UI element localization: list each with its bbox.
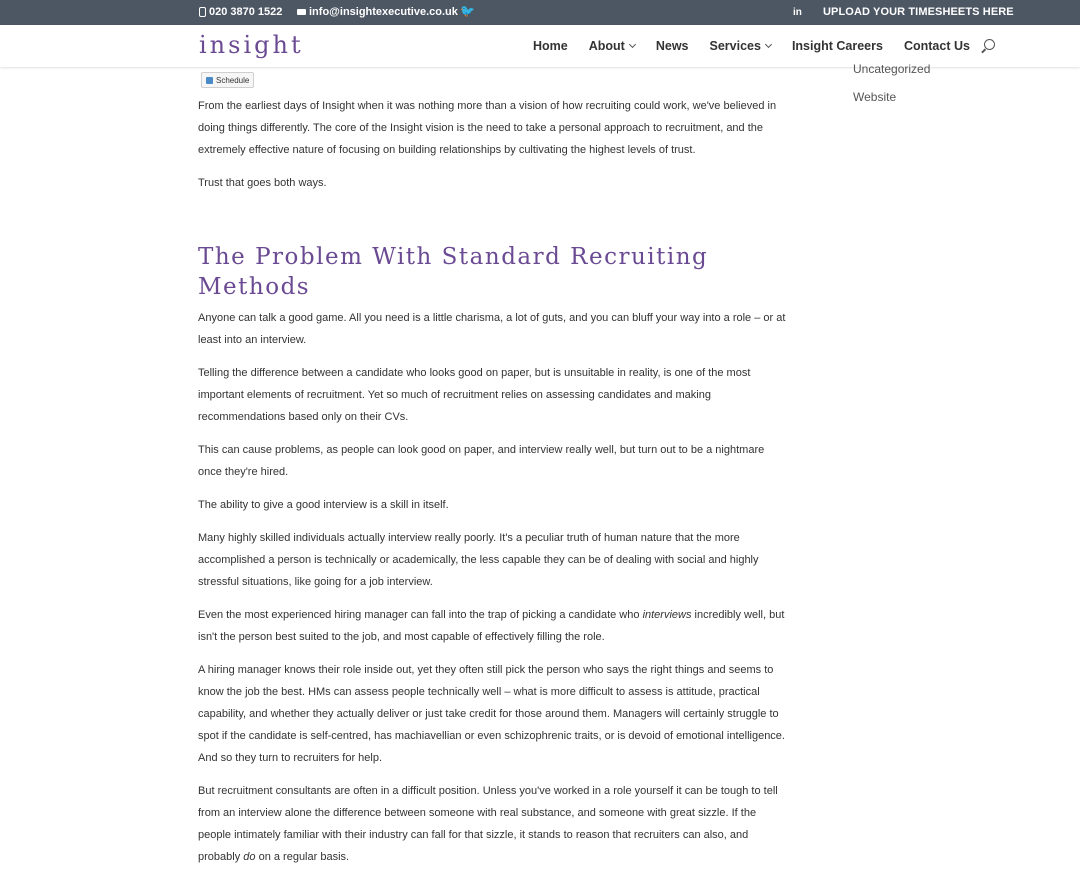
site-logo[interactable]: insight [199, 31, 304, 59]
paragraph: Telling the difference between a candidate who looks good on paper, but is unsuitable in reality, is one of the most important elements of recruitment. Yet so much of recruitment relies on assessing candidates and making recommendations based only on their CVs. [198, 367, 751, 423]
main-nav [533, 39, 991, 53]
nav-item-careers[interactable] [792, 39, 883, 53]
nav-item-services[interactable] [710, 39, 771, 53]
text-run: But recruitment consultants are often in a difficult position. Unless you've worked in a role yourself it can be tough to tell from an interview alone the difference between someone with real substance, and someone with great sizzle. If the people intimately familiar with their industry can fall for that sizzle, it stands to reason that recruiters can also, and probably [198, 785, 778, 863]
paragraph: This can cause problems, as people can look good on paper, and interview really well, but turn out to be a nightmare once they're hired. [198, 444, 765, 478]
schedule-label: Schedule [216, 75, 250, 85]
nav-label: About [588, 39, 625, 53]
top-bar [0, 0, 1080, 25]
paragraph: From the earliest days of Insight when it was nothing more than a vision of how recruiting could work, we've believed in doing things differently. The core of the Insight vision is the need to take a personal approach to recruitment, and the extremely effective nature of focusing on building relationships by cultivating the highest levels of trust. [198, 100, 777, 156]
nav-item-about[interactable] [589, 39, 635, 53]
emphasis: interviews [642, 609, 692, 621]
chevron-down-icon [629, 41, 636, 48]
calendar-icon [206, 77, 213, 84]
nav-label: Contact Us [903, 39, 970, 53]
text-run: incredibly well, but isn't the person best suited to the job, and most capable of effectively filling the role. [198, 609, 785, 643]
phone-number[interactable]: 020 3870 1522 [209, 6, 283, 18]
text-run: on a regular basis. [258, 851, 350, 863]
twitter-icon[interactable]: 🐦 [460, 4, 475, 18]
chevron-down-icon [765, 41, 772, 48]
sidebar-item-uncategorized[interactable]: Uncategorized [853, 62, 931, 76]
nav-item-news[interactable] [656, 39, 689, 53]
phone-contact[interactable] [199, 6, 282, 18]
phone-icon [199, 7, 206, 17]
section-heading: The Problem With Standard Recruiting Methods [198, 244, 709, 300]
paragraph: Many highly skilled individuals actually interview really poorly. It's a peculiar truth of human nature that the more accomplished a person is technically or academically, the less capable they can be of dealing with social and highly stressful situations, like going for a job interview. [198, 532, 759, 588]
linkedin-icon[interactable]: in [793, 7, 802, 18]
nav-item-contact[interactable] [904, 39, 970, 53]
upload-timesheets-link[interactable]: UPLOAD YOUR TIMESHEETS HERE [823, 6, 1014, 18]
paragraph: A hiring manager knows their role inside out, yet they often still pick the person who says the right things and seems to know the job the best. HMs can assess people technically well – what is more difficult to assess is attitude, practical capability, and whether they actually deliver or just take credit for those around them. Managers will certainly struggle to spot if the candidate is self-centred, has machiavellian or even schizophrenic traits, or is devoid of emotional intelligence. And so they turn to recruiters for help. [198, 664, 785, 764]
paragraph: Trust that goes both ways. [198, 177, 327, 189]
nav-item-home[interactable] [533, 39, 568, 53]
site-header [0, 25, 1080, 67]
emphasis: do [243, 851, 256, 863]
nav-label: Insight Careers [791, 39, 883, 53]
paragraph: Anyone can talk a good game. All you need is a little charisma, a lot of guts, and you can bluff your way into a role – or at least into an interview. [198, 312, 786, 346]
email-contact[interactable] [297, 6, 458, 18]
paragraph [198, 780, 788, 868]
article-body [198, 95, 788, 879]
paragraph: The ability to give a good interview is a skill in itself. [198, 499, 449, 511]
nav-label: Home [533, 39, 568, 53]
email-address[interactable]: info@insightexecutive.co.uk [309, 6, 458, 18]
search-icon[interactable] [984, 39, 995, 50]
text-run: Even the most experienced hiring manager can fall into the trap of picking a candidate who [198, 609, 640, 621]
nav-label: News [655, 39, 689, 53]
schedule-button[interactable] [201, 72, 254, 88]
nav-label: Services [709, 39, 761, 53]
mail-icon [297, 9, 306, 15]
paragraph [198, 604, 788, 648]
sidebar-item-website[interactable]: Website [853, 90, 897, 104]
